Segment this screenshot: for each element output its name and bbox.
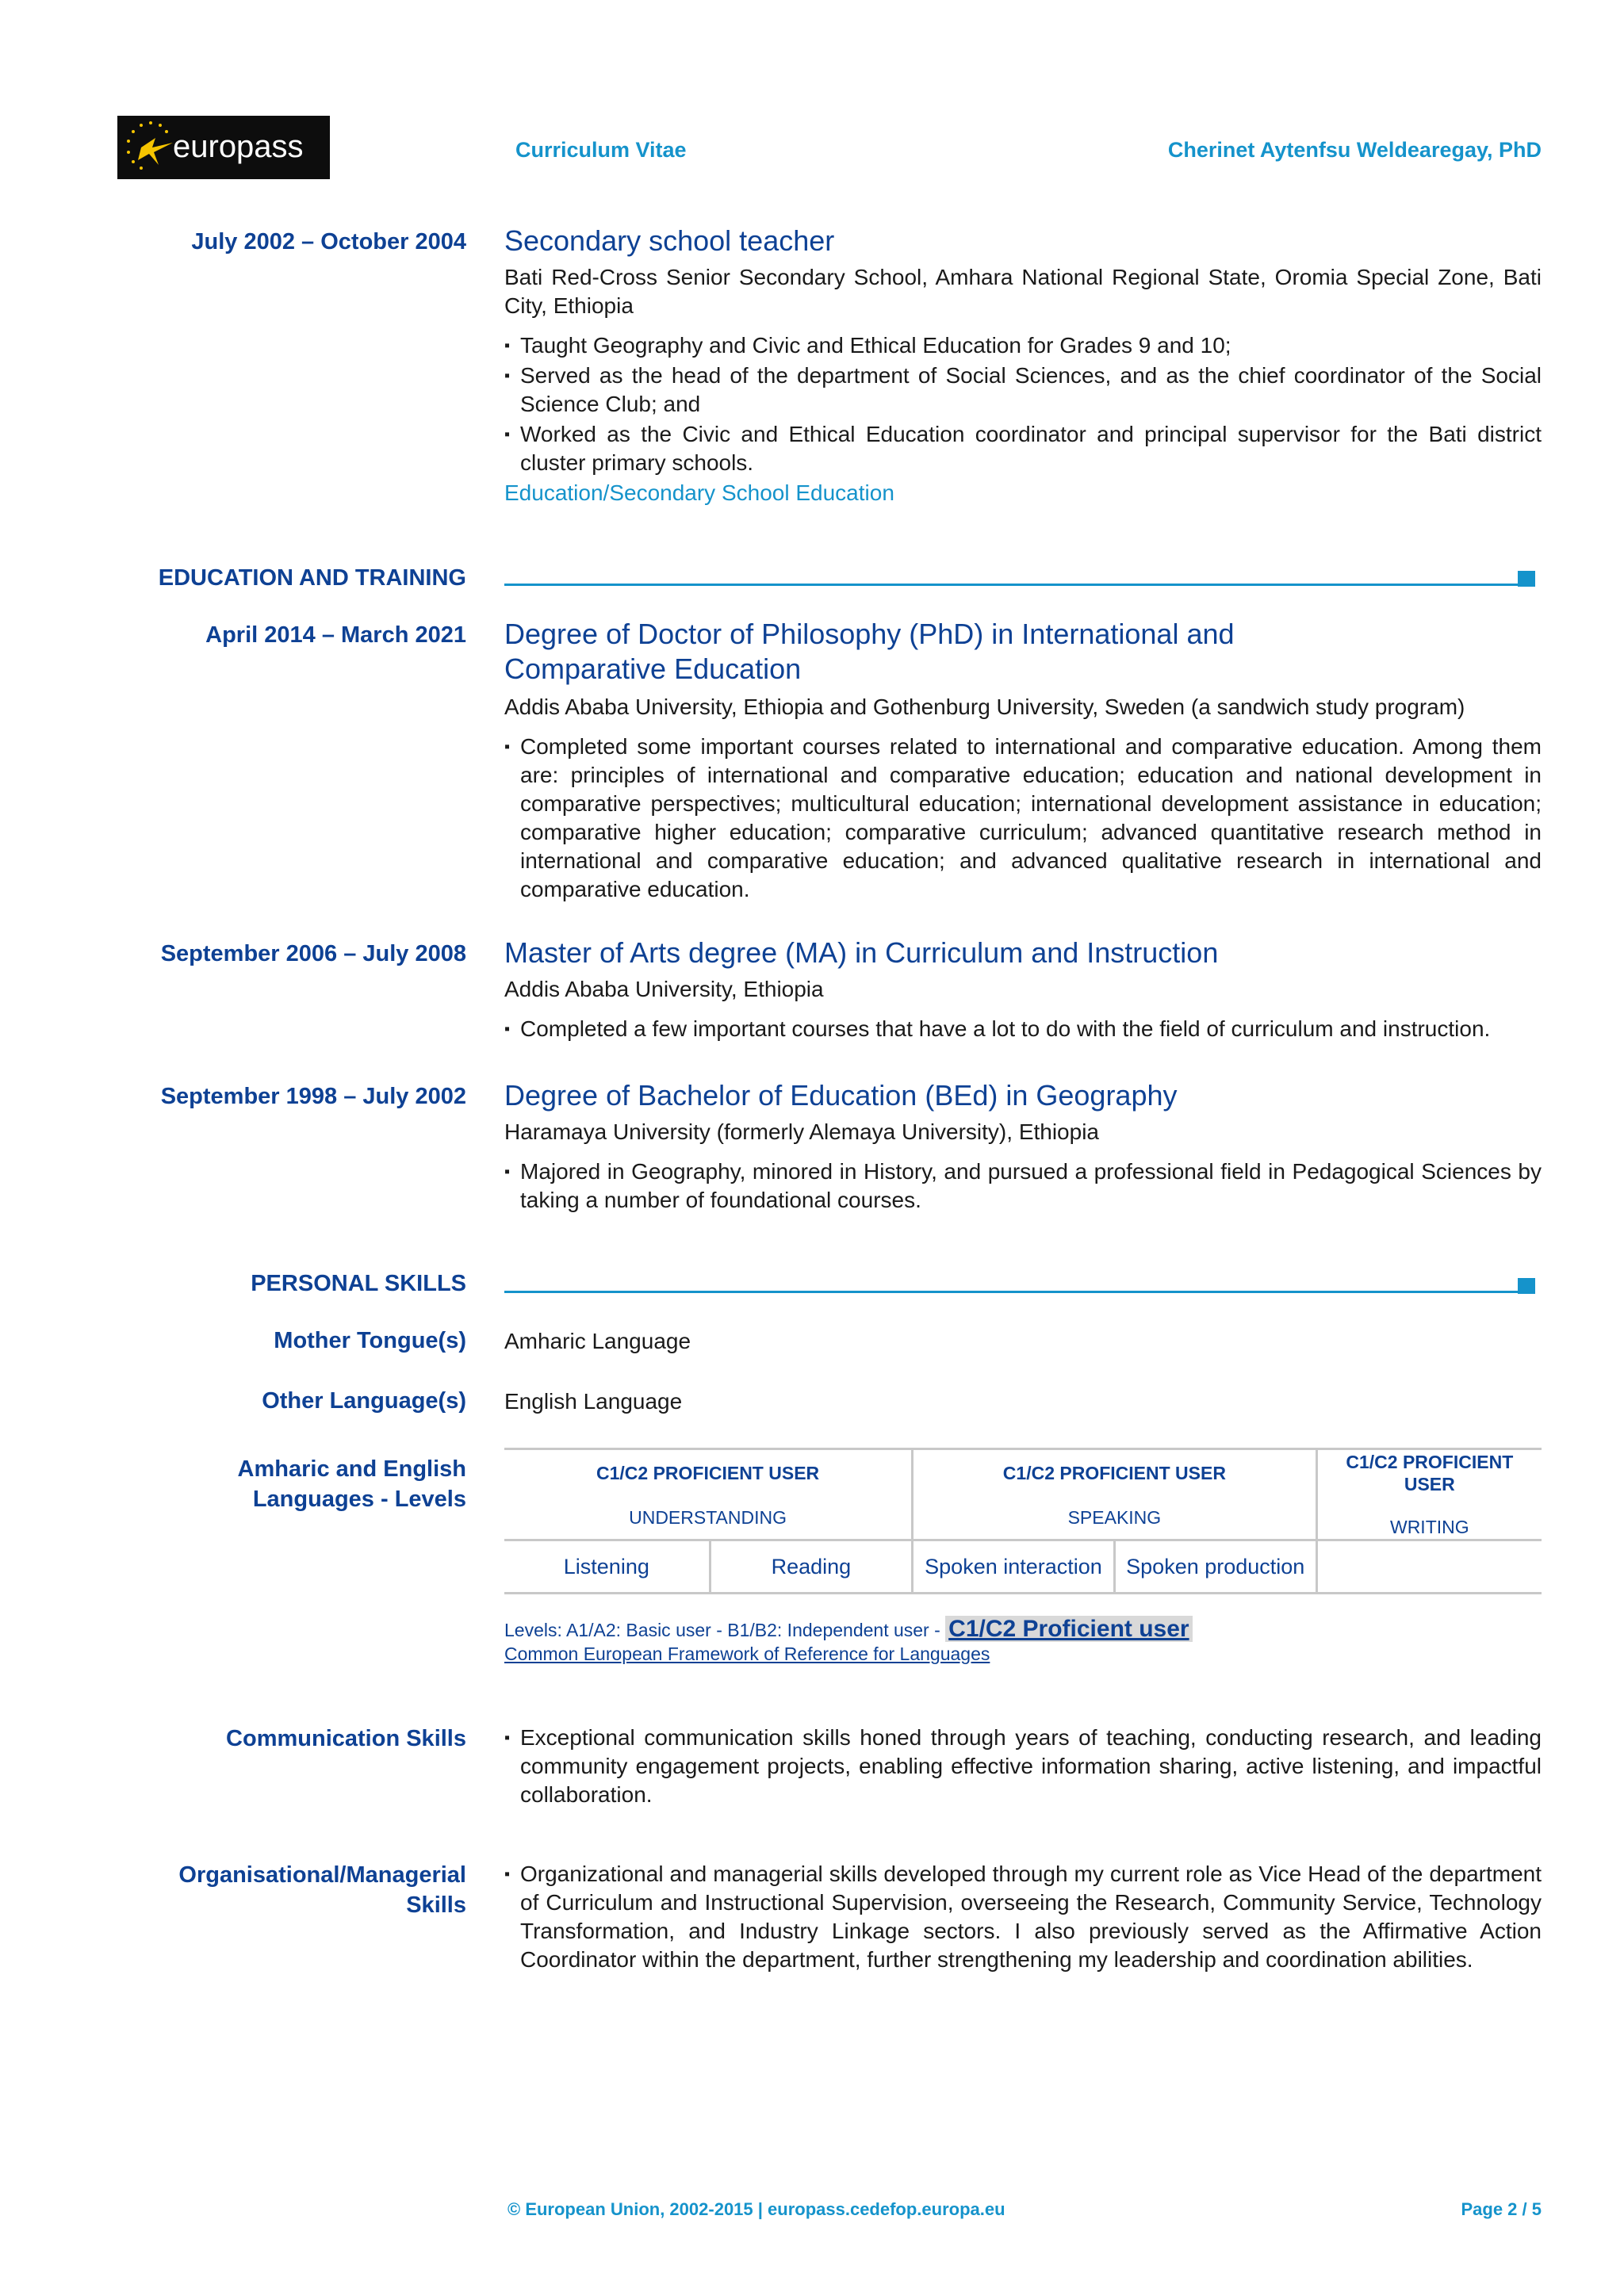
edu-date-bed: September 1998 – July 2002 xyxy=(160,1084,466,1109)
levels-text: Levels: A1/A2: Basic user - B1/B2: Independent user - xyxy=(504,1620,946,1640)
work-sector: Education/Secondary School Education xyxy=(504,480,894,505)
education-heading: EDUCATION AND TRAINING xyxy=(158,565,466,591)
edu-entry-ma xyxy=(504,936,1542,1045)
section-divider xyxy=(504,584,1518,586)
section-marker xyxy=(1518,1278,1535,1294)
group-header: C1/C2 PROFICIENT USER xyxy=(913,1449,1317,1497)
personal-skills-heading: PERSONAL SKILLS xyxy=(251,1271,466,1296)
skill-cell: Spoken production xyxy=(1114,1540,1316,1594)
group-header xyxy=(1316,1449,1542,1540)
language-levels-table xyxy=(504,1448,1542,1594)
edu-title: Degree of Bachelor of Education (BEd) in Geography xyxy=(504,1079,1178,1112)
levels-legend xyxy=(504,1617,1542,1666)
europass-logo xyxy=(117,116,330,179)
edu-org: Haramaya University (formerly Alemaya University), Ethiopia xyxy=(504,1119,1099,1144)
skill-cell-empty xyxy=(1316,1540,1542,1594)
group-sub: WRITING xyxy=(1389,1517,1469,1537)
page-number: Page 2 / 5 xyxy=(1461,2199,1542,2219)
list-item: ▪ Served as the head of the department of Social Sciences, and as the chief coordinator of the Social Science Club; and xyxy=(504,362,1542,419)
edu-org: Addis Ababa University, Ethiopia and Gothenburg University, Sweden (a sandwich study program) xyxy=(504,695,1465,719)
logo-text: europass xyxy=(173,129,304,164)
candidate-name: Cherinet Aytenfsu Weldearegay, PhD xyxy=(1167,138,1542,162)
list-item: ▪ Exceptional communication skills honed through years of teaching, conducting research, and leading community engagement projects, enabling effective information sharing, active listening, and impactful collaboration. xyxy=(504,1724,1542,1809)
list-item: ▪ Completed a few important courses that have a lot to do with the field of curriculum and instruction. xyxy=(504,1015,1542,1043)
work-employer: Bati Red-Cross Senior Secondary School, Amhara National Regional State, Oromia Special Zone, Bati City, Ethiopia xyxy=(504,265,1542,318)
mother-tongue-value: Amharic Language xyxy=(504,1329,691,1353)
edu-entry-bed xyxy=(504,1078,1542,1216)
edu-entry-phd xyxy=(504,617,1542,905)
edu-org: Addis Ababa University, Ethiopia xyxy=(504,977,824,1001)
edu-date-ma: September 2006 – July 2008 xyxy=(160,941,466,966)
footer-copyright: © European Union, 2002-2015 | europass.cedefop.europa.eu xyxy=(508,2199,1005,2219)
edu-title: Master of Arts degree (MA) in Curriculum and Instruction xyxy=(504,936,1219,969)
organisational-skills-entry xyxy=(504,1860,1542,1976)
work-entry xyxy=(504,224,1542,507)
group-title: C1/C2 PROFICIENT USER xyxy=(1346,1452,1514,1494)
section-marker xyxy=(1518,571,1535,587)
mother-tongue-label: Mother Tongue(s) xyxy=(274,1328,466,1353)
edu-date-phd: April 2014 – March 2021 xyxy=(205,622,466,648)
list-item: ▪ Organizational and managerial skills developed through my current role as Vice Head of the department of Curriculum and Instructional Supervision, overseeing the Research, Community Service, Technology Transformation, and Industry Linkage sectors. I also previously served as the Affirmative Action Coordinator within the department, further strengthening my leadership and coordination abilities. xyxy=(504,1860,1542,1974)
work-bullets xyxy=(504,331,1542,477)
list-item: ▪ Taught Geography and Civic and Ethical Education for Grades 9 and 10; xyxy=(504,331,1542,360)
list-item: ▪ Majored in Geography, minored in History, and pursued a professional field in Pedagogical Sciences by taking a number of foundational courses. xyxy=(504,1158,1542,1215)
communication-skills-entry xyxy=(504,1724,1542,1811)
cefr-link[interactable]: Common European Framework of Reference for Languages xyxy=(504,1644,990,1664)
skill-cell: Spoken interaction xyxy=(913,1540,1115,1594)
other-language-value: English Language xyxy=(504,1389,683,1414)
list-item: ▪ Worked as the Civic and Ethical Education coordinator and principal supervisor for the Bati district cluster primary schools. xyxy=(504,420,1542,477)
skill-cell: Reading xyxy=(710,1540,913,1594)
organisational-skills-label: Organisational/Managerial Skills xyxy=(178,1862,466,1918)
document-title: Curriculum Vitae xyxy=(515,138,687,162)
language-levels-label: Amharic and English Languages - Levels xyxy=(237,1456,466,1512)
edu-title: Degree of Doctor of Philosophy (PhD) in International and Comparative Education xyxy=(504,618,1235,685)
levels-highlight: C1/C2 Proficient user xyxy=(945,1616,1192,1642)
skill-cell: Listening xyxy=(563,1554,649,1578)
group-header: C1/C2 PROFICIENT USER xyxy=(596,1462,820,1483)
work-date: July 2002 – October 2004 xyxy=(191,229,466,254)
group-sub: UNDERSTANDING xyxy=(629,1506,787,1528)
work-role: Secondary school teacher xyxy=(504,224,835,257)
group-sub: SPEAKING xyxy=(913,1496,1317,1540)
other-language-label: Other Language(s) xyxy=(262,1388,466,1414)
list-item: ▪ Completed some important courses related to international and comparative education. Among them are: principles of international and comparative education; education and national development in comparative perspectives; multicultural education; international development assistance in education; comparative higher education; comparative curriculum; advanced quantitative research method in international and comparative education; and advanced qualitative research in international and comparative education. xyxy=(504,733,1542,904)
section-divider xyxy=(504,1291,1518,1293)
communication-skills-label: Communication Skills xyxy=(226,1726,466,1751)
